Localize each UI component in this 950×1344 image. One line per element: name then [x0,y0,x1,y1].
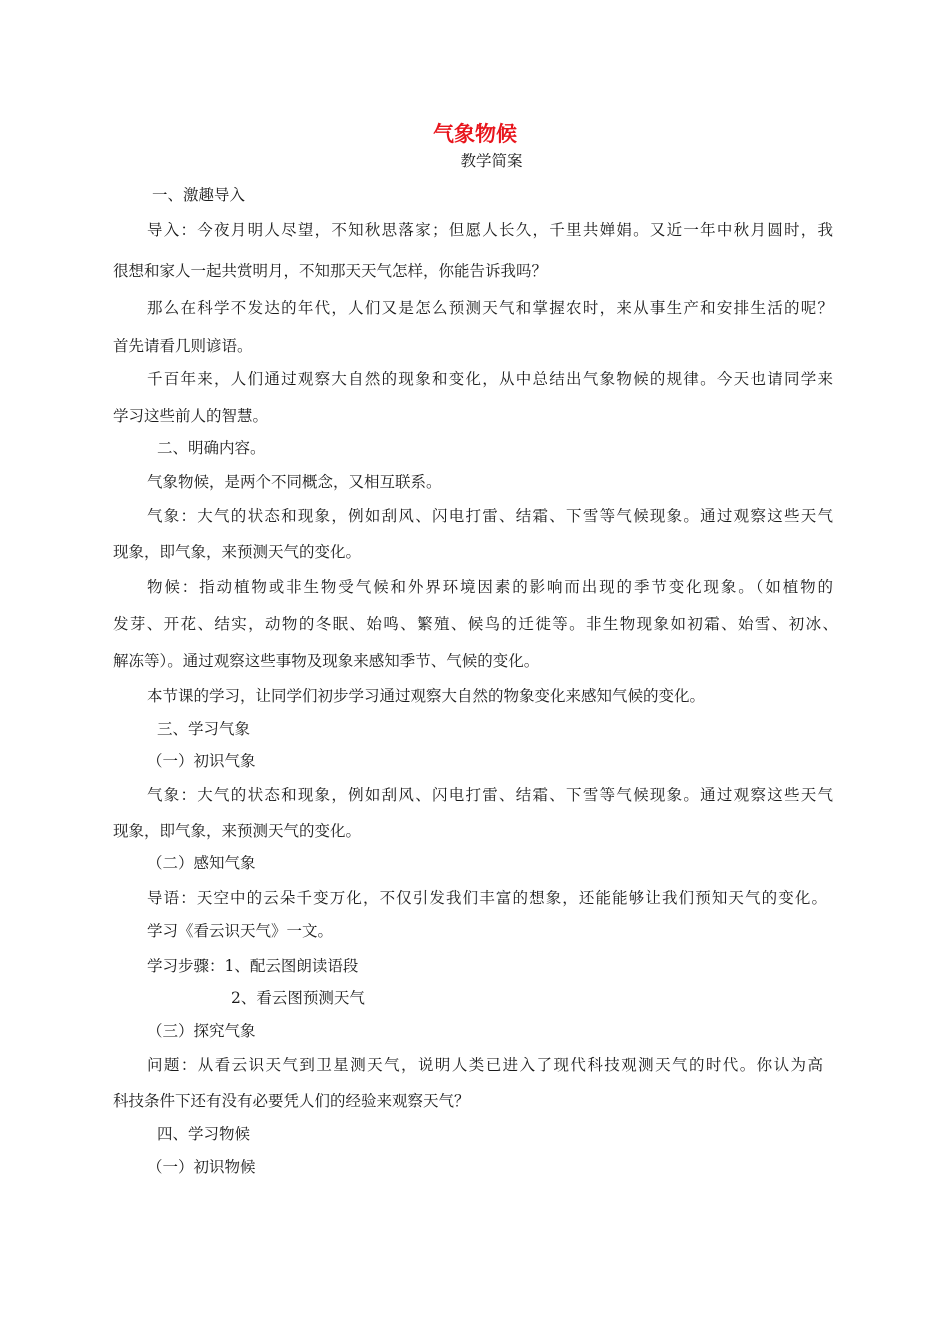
paragraph-line: 学习步骤：1、配云图朗读语段 [147,957,359,975]
document-title: 气象物候 [433,122,517,146]
paragraph-line: 物候：指动植物或非生物受气候和外界环境因素的影响而出现的季节变化现象。（如植物的 [147,578,833,596]
section-heading: 二、明确内容。 [157,439,266,457]
paragraph-line: 问题：从看云识天气到卫星测天气，说明人类已进入了现代科技观测天气的时代。你认为高 [147,1056,823,1074]
paragraph-line: 2、看云图预测天气 [231,989,365,1007]
paragraph-line: 现象，即气象，来预测天气的变化。 [113,543,362,561]
paragraph-line: 学习这些前人的智慧。 [113,407,269,425]
paragraph-line: 导入：今夜月明人尽望，不知秋思落家；但愿人长久，千里共婵娟。又近一年中秋月圆时，我 [147,221,833,239]
paragraph-line: 发芽、开花、结实，动物的冬眠、始鸣、繁殖、候鸟的迁徙等。非生物现象如初霜、始雪、初冰、 [113,615,838,633]
paragraph-line: 解冻等）。通过观察这些事物及现象来感知季节、气候的变化。 [113,652,540,670]
paragraph-line: 现象，即气象，来预测天气的变化。 [113,822,362,840]
paragraph-line: 科技条件下还有没有必要凭人们的经验来观察天气？ [113,1092,470,1110]
paragraph-line: 气象物候，是两个不同概念，又相互联系。 [147,473,442,491]
paragraph-line: 本节课的学习，让同学们初步学习通过观察大自然的物象变化来感知气候的变化。 [147,687,706,705]
paragraph-line: 导语：天空中的云朵千变万化，不仅引发我们丰富的想象，还能能够让我们预知天气的变化。 [147,889,827,907]
paragraph-line: 气象：大气的状态和现象，例如刮风、闪电打雷、结霜、下雪等气候现象。通过观察这些天气 [147,786,833,804]
subsection-heading: （一）初识气象 [147,752,256,770]
section-heading: 四、学习物候 [157,1125,251,1143]
subsection-heading: （一）初识物候 [147,1158,256,1176]
subsection-heading: （三）探究气象 [147,1022,256,1040]
paragraph-line: 千百年来，人们通过观察大自然的现象和变化，从中总结出气象物候的规律。今天也请同学来 [147,370,833,388]
section-heading: 三、学习气象 [157,720,251,738]
paragraph-line: 气象：大气的状态和现象，例如刮风、闪电打雷、结霜、下雪等气候现象。通过观察这些天气 [147,507,833,525]
paragraph-line: 首先请看几则谚语。 [113,337,253,355]
section-heading: 一、激趣导入 [152,186,246,204]
subsection-heading: （二）感知气象 [147,854,256,872]
paragraph-line: 那么在科学不发达的年代，人们又是怎么预测天气和掌握农时，来从事生产和安排生活的呢？ [147,299,833,317]
paragraph-line: 学习《看云识天气》一文。 [147,922,334,940]
paragraph-line: 很想和家人一起共赏明月，不知那天天气怎样，你能告诉我吗？ [113,262,548,280]
document-subtitle: 教学简案 [460,152,523,170]
